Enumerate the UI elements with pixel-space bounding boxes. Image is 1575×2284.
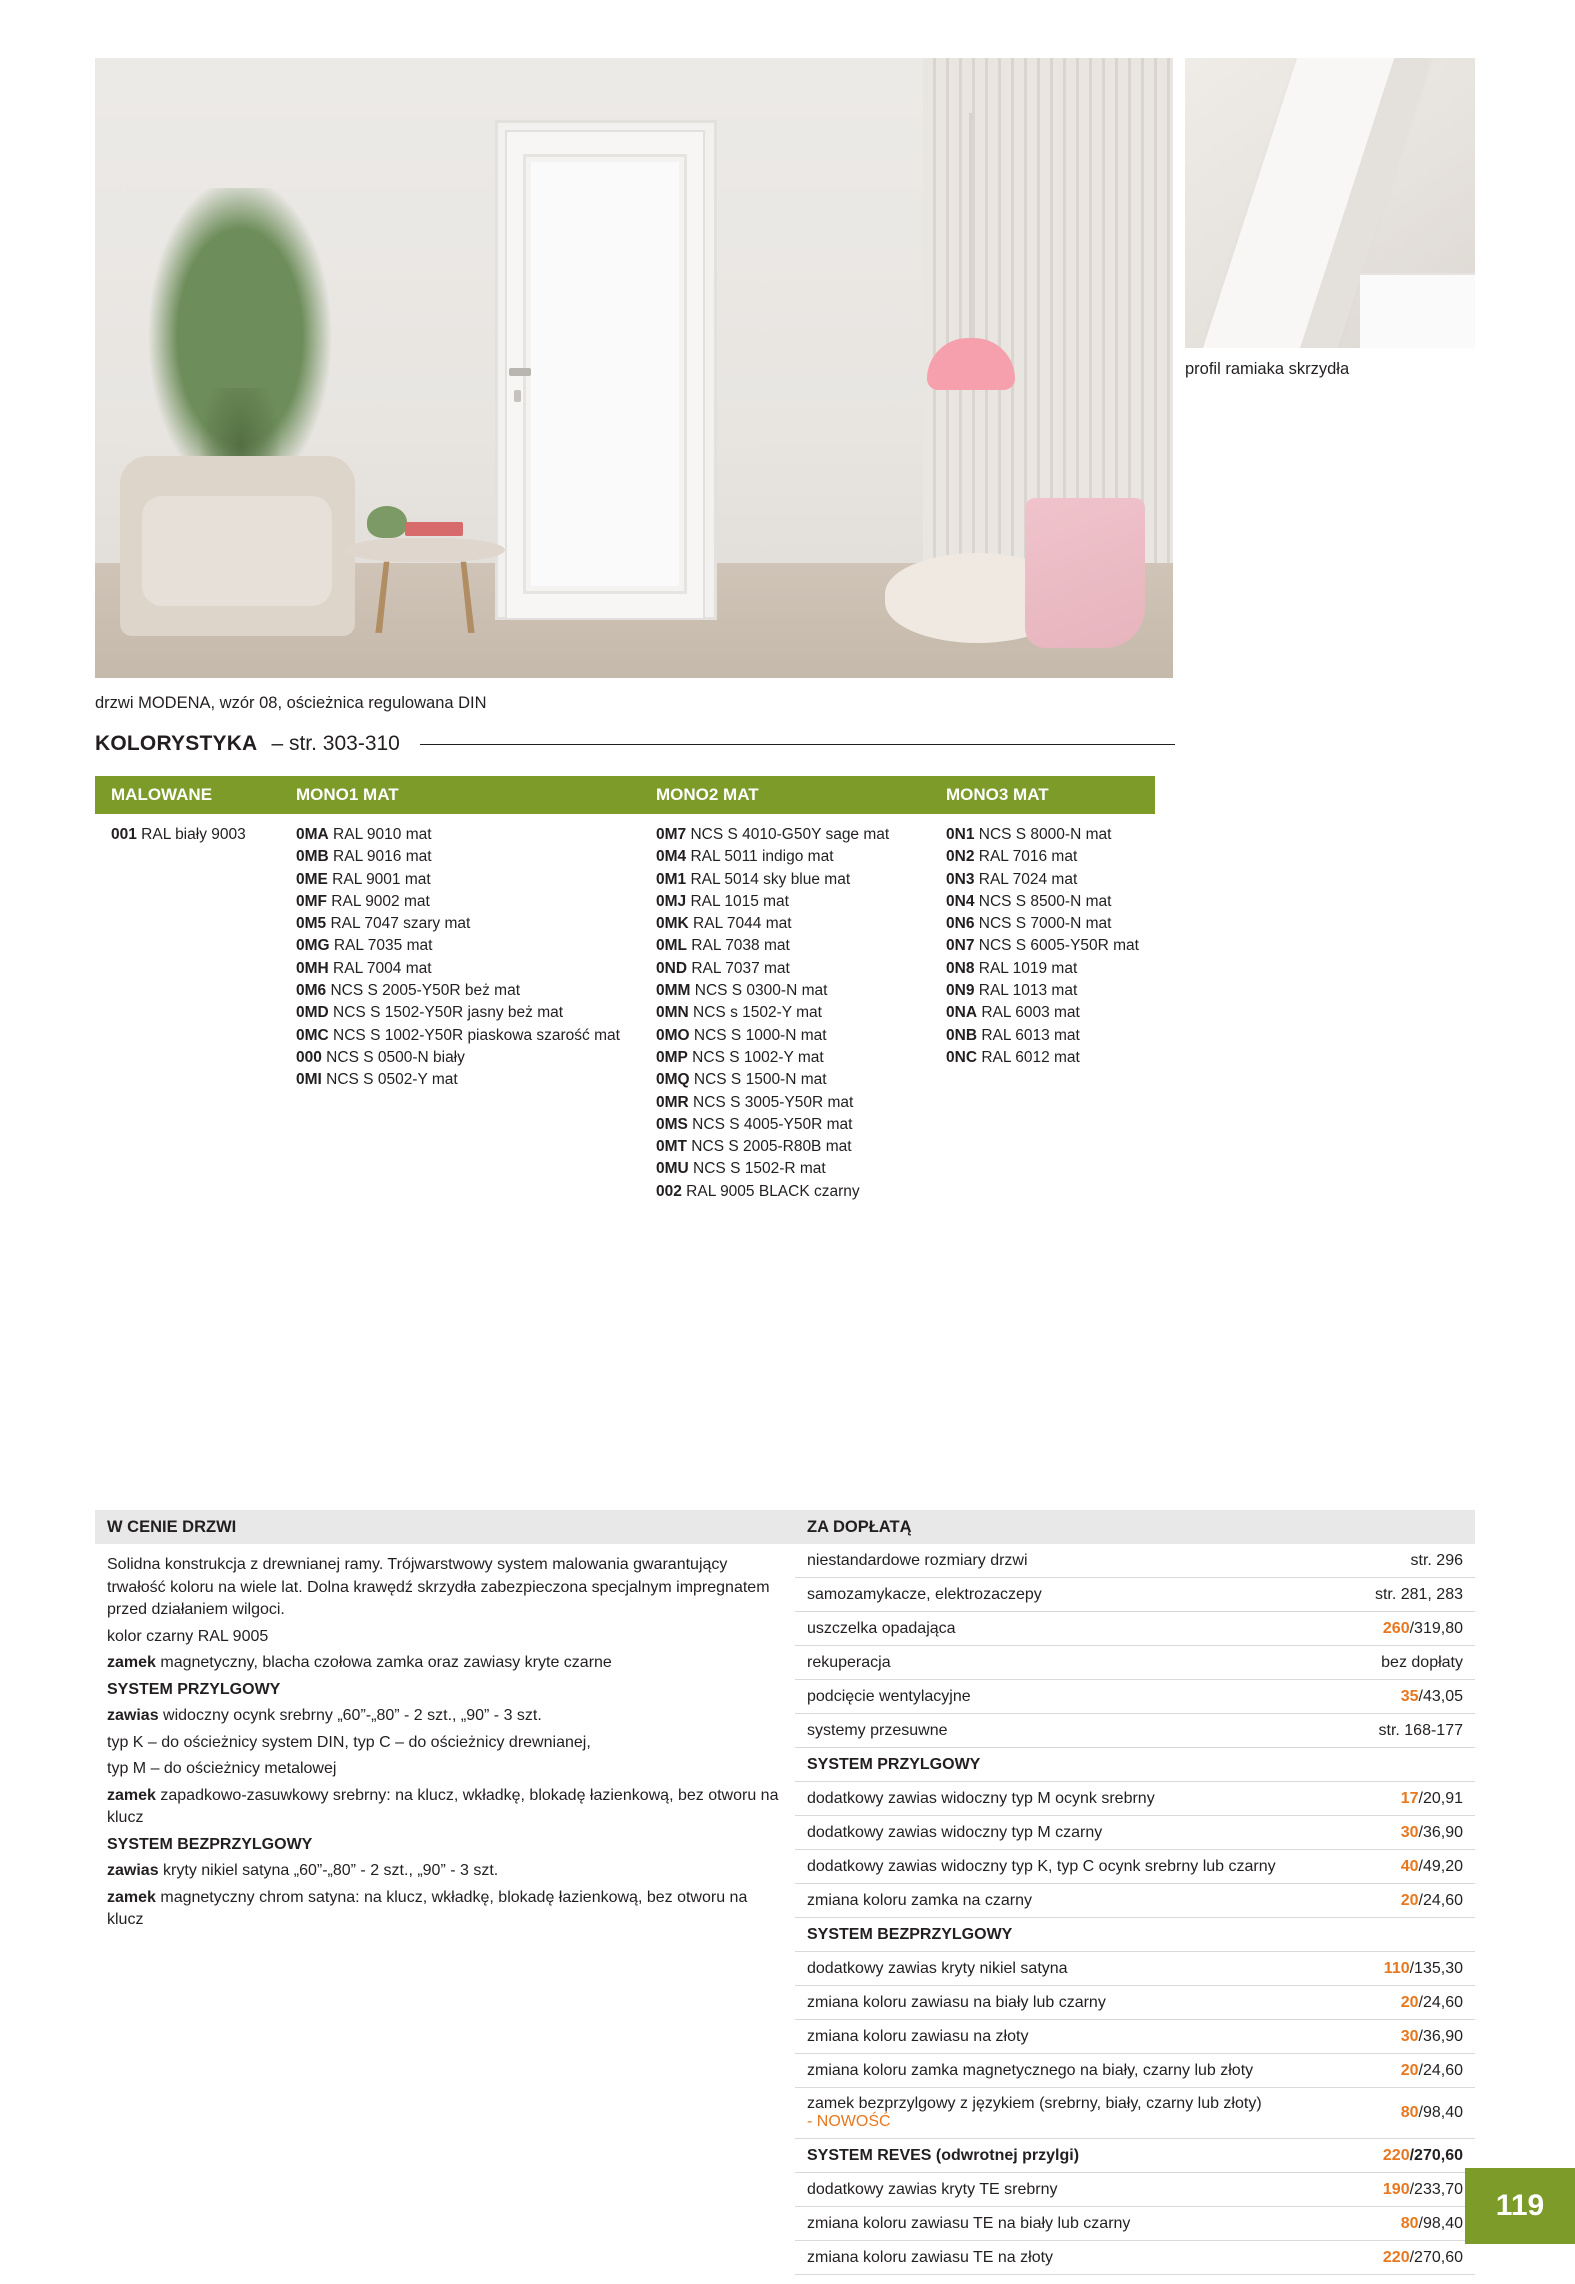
- color-code: 0N2: [946, 848, 975, 866]
- surcharge-gross-price: str. 296: [1410, 1551, 1463, 1569]
- color-code: 0ND: [656, 959, 688, 977]
- surcharge-row: [795, 1782, 1475, 1816]
- hero-caption: drzwi MODENA, wzór 08, ościeżnica regulowana DIN: [95, 694, 487, 712]
- surcharge-gross-price: /24,60: [1418, 1993, 1463, 2011]
- color-entry: [296, 913, 640, 935]
- surcharge-value: [1383, 1620, 1463, 1638]
- color-code: 001: [111, 826, 137, 843]
- surcharge-net-price: 17: [1400, 1789, 1419, 1807]
- column-header-mono1: MONO1 MAT: [296, 785, 399, 804]
- color-code: 0MS: [656, 1115, 688, 1133]
- included-panel-body: [95, 1544, 795, 1932]
- color-entry: [296, 935, 640, 957]
- color-code: 0MK: [656, 915, 689, 933]
- surcharge-gross-price: /270,60: [1409, 2146, 1463, 2164]
- surcharge-label: zmiana koloru zawiasu TE na biały lub czarny: [807, 2214, 1131, 2232]
- surcharge-value: [1401, 1688, 1463, 1706]
- surcharge-row: [795, 1680, 1475, 1714]
- color-code: 0MJ: [656, 892, 687, 910]
- color-code: 000: [296, 1048, 322, 1066]
- color-name: RAL biały 9003: [136, 826, 246, 843]
- included-paragraph: [107, 1732, 783, 1755]
- color-code: 0MM: [656, 982, 691, 1000]
- color-name: RAL 7047 szary mat: [326, 915, 471, 933]
- color-entry: [656, 869, 930, 891]
- color-column-mono1: [280, 824, 640, 1203]
- color-code: 0MF: [296, 892, 327, 910]
- surcharge-row: [795, 2054, 1475, 2088]
- surcharge-value: [1383, 2147, 1463, 2165]
- surcharge-value: [1401, 1824, 1463, 1842]
- color-code: 0NB: [946, 1026, 978, 1044]
- section-subtitle: – str. 303-310: [271, 732, 400, 755]
- color-name: RAL 7044 mat: [688, 915, 792, 933]
- surcharge-gross-price: /98,40: [1418, 2214, 1463, 2232]
- color-entry: [656, 1181, 930, 1203]
- color-entry: [946, 958, 1155, 980]
- surcharge-novelty-label: - NOWOŚĆ: [807, 2113, 891, 2130]
- color-name: RAL 1015 mat: [686, 892, 789, 910]
- color-name: NCS S 0502-Y mat: [321, 1071, 458, 1089]
- surcharge-gross-price: /319,80: [1409, 1619, 1463, 1637]
- surcharge-value: [1383, 2181, 1463, 2199]
- color-entry: [656, 1069, 930, 1091]
- surcharge-value: [1401, 1790, 1463, 1808]
- surcharge-net-price: 20: [1400, 1891, 1419, 1909]
- surcharge-net-price: 35: [1400, 1687, 1419, 1705]
- blanket: [1025, 498, 1145, 648]
- included-paragraph-text: typ K – do ościeżnicy system DIN, typ C – do ościeżnicy drewnianej,: [107, 1733, 591, 1751]
- surcharge-gross-price: bez dopłaty: [1381, 1653, 1463, 1671]
- surcharge-row: [795, 1884, 1475, 1918]
- color-code: 0N7: [946, 937, 975, 955]
- included-paragraph: [107, 1834, 783, 1857]
- color-name: RAL 6013 mat: [977, 1026, 1080, 1044]
- surcharge-net-price: 190: [1382, 2180, 1410, 2198]
- surcharge-row: [795, 1952, 1475, 1986]
- surcharge-gross-price: /43,05: [1418, 1687, 1463, 1705]
- color-code: 0N1: [946, 826, 975, 843]
- color-code: 0MC: [296, 1026, 329, 1044]
- surcharge-row: [795, 1612, 1475, 1646]
- included-paragraph-bold: zawias: [107, 1862, 159, 1879]
- included-paragraph: [107, 1758, 783, 1781]
- surcharge-label: dodatkowy zawias kryty TE srebrny: [807, 2180, 1058, 2198]
- surcharge-row: [795, 2139, 1475, 2173]
- color-code: 0MN: [656, 1004, 689, 1022]
- color-code: 0MU: [656, 1160, 689, 1178]
- surcharge-gross-price: /24,60: [1418, 2061, 1463, 2079]
- surcharge-label: SYSTEM PRZYLGOWY: [807, 1755, 981, 1773]
- armchair: [120, 456, 355, 636]
- color-code: 0N6: [946, 915, 975, 933]
- color-entry: [656, 958, 930, 980]
- color-code: 0MB: [296, 848, 329, 866]
- included-paragraph: [107, 1626, 783, 1649]
- surcharge-value: [1411, 1552, 1463, 1570]
- color-name: RAL 7035 mat: [329, 937, 433, 955]
- surcharge-label: systemy przesuwne: [807, 1721, 948, 1739]
- surcharge-label: dodatkowy zawias widoczny typ M czarny: [807, 1823, 1103, 1841]
- surcharge-label: SYSTEM REVES (odwrotnej przylgi): [807, 2146, 1080, 2164]
- surcharge-label: zmiana koloru zawiasu TE na złoty: [807, 2248, 1054, 2266]
- color-code: 0NC: [946, 1048, 978, 1066]
- included-paragraph: [107, 1860, 783, 1883]
- surcharge-gross-price: /49,20: [1418, 1857, 1463, 1875]
- color-entry: [656, 824, 930, 846]
- color-entry: [656, 1092, 930, 1114]
- surcharge-value: [1383, 2249, 1463, 2267]
- surcharge-row: [795, 2020, 1475, 2054]
- color-entry: [296, 980, 640, 1002]
- color-name: NCS S 7000-N mat: [974, 915, 1112, 933]
- color-code: 0MP: [656, 1048, 688, 1066]
- surcharge-value: [1401, 1994, 1463, 2012]
- color-entry: [296, 1047, 640, 1069]
- included-paragraph-text: magnetyczny, blacha czołowa zamka oraz zawiasy kryte czarne: [155, 1654, 612, 1671]
- color-entry: [296, 891, 640, 913]
- surcharge-row: [795, 2241, 1475, 2275]
- color-code: 0MR: [656, 1093, 689, 1111]
- door-handle-icon: [509, 368, 531, 376]
- hero-room-photo: [95, 58, 1173, 678]
- color-code: 0MG: [296, 937, 330, 955]
- color-name: RAL 9005 BLACK czarny: [681, 1182, 860, 1200]
- surcharge-gross-price: /36,90: [1418, 2027, 1463, 2045]
- included-paragraph-bold: zamek: [107, 1888, 156, 1906]
- column-header-mono3: MONO3 MAT: [946, 785, 1049, 804]
- surcharge-label: SYSTEM BEZPRZYLGOWY: [807, 1925, 1013, 1943]
- included-paragraph-bold: zamek: [107, 1786, 156, 1804]
- color-entry: [656, 913, 930, 935]
- profile-block: [1360, 273, 1475, 348]
- color-entry: [296, 958, 640, 980]
- color-entry: [946, 869, 1155, 891]
- color-code: 0MD: [296, 1004, 329, 1022]
- surcharge-value: [1401, 2215, 1463, 2233]
- surcharge-gross-price: str. 168-177: [1378, 1721, 1463, 1739]
- color-code: 0M7: [656, 826, 687, 843]
- included-panel: [95, 1510, 795, 1936]
- color-entry: [946, 891, 1155, 913]
- included-paragraph-text: Solidna konstrukcja z drewnianej ramy. Trójwarstwowy system malowania gwarantujący trwałość koloru na wiele lat. Dolna krawędź skrzydła zabezpieczona specjalnym impregnatem przed działaniem wilgoci.: [107, 1556, 770, 1618]
- included-paragraph-text: widoczny ocynk srebrny „60”-„80” - 2 szt., „90” - 3 szt.: [158, 1707, 542, 1724]
- surcharge-value: [1381, 1654, 1463, 1672]
- color-table: [95, 776, 1155, 1203]
- door-lock-icon: [514, 390, 521, 402]
- surcharge-label: zmiana koloru zawiasu na biały lub czarny: [807, 1993, 1106, 2011]
- included-paragraph-bold: SYSTEM PRZYLGOWY: [107, 1680, 281, 1698]
- color-code: 0M4: [656, 848, 687, 866]
- color-column-mono3: [930, 824, 1155, 1203]
- surcharge-gross-price: /98,40: [1418, 2104, 1463, 2121]
- color-entry: [296, 846, 640, 868]
- surcharge-net-price: 20: [1400, 1993, 1419, 2011]
- color-name: RAL 7004 mat: [328, 959, 432, 977]
- surcharge-gross-price: /36,90: [1418, 1823, 1463, 1841]
- surcharge-gross-price: str. 281, 283: [1374, 1585, 1463, 1603]
- color-name: NCS S 6005-Y50R mat: [974, 937, 1139, 955]
- color-entry: [656, 846, 930, 868]
- color-name: RAL 9010 mat: [328, 826, 432, 843]
- color-entry: [656, 1158, 930, 1180]
- surcharge-row: [795, 1816, 1475, 1850]
- surcharge-label: zamek bezprzylgowy z językiem (srebrny, biały, czarny lub złoty) - NOWOŚĆ: [807, 2095, 1262, 2130]
- color-name: RAL 7024 mat: [974, 870, 1078, 888]
- color-name: NCS S 1002-Y mat: [687, 1048, 824, 1066]
- surcharge-value: [1401, 2104, 1463, 2122]
- color-name: NCS S 4005-Y50R mat: [687, 1115, 853, 1133]
- surcharge-value: [1401, 2028, 1463, 2046]
- color-entry: [656, 935, 930, 957]
- included-paragraph: [107, 1554, 783, 1622]
- color-name: RAL 1013 mat: [974, 982, 1078, 1000]
- surcharge-gross-price: /24,60: [1418, 1891, 1463, 1909]
- included-paragraph: [107, 1679, 783, 1702]
- surcharge-row: [795, 2173, 1475, 2207]
- color-name: NCS S 0300-N mat: [690, 982, 828, 1000]
- color-entry: [656, 1002, 930, 1024]
- color-entry: [946, 1047, 1155, 1069]
- surcharge-value: [1384, 1960, 1463, 1978]
- color-code: 0MH: [296, 959, 329, 977]
- color-code: 0ML: [656, 937, 687, 955]
- color-name: NCS S 2005-R80B mat: [687, 1138, 852, 1156]
- color-entry: [656, 1136, 930, 1158]
- door-profile-thumbnail: [1185, 58, 1475, 348]
- included-paragraph: [107, 1887, 783, 1932]
- color-name: NCS S 8000-N mat: [974, 826, 1112, 843]
- thumbnail-caption: profil ramiaka skrzydła: [1185, 360, 1350, 378]
- color-code: 0N8: [946, 959, 975, 977]
- color-name: RAL 9001 mat: [327, 870, 431, 888]
- surcharge-row: [795, 1544, 1475, 1578]
- color-entry: [656, 1114, 930, 1136]
- included-paragraph-text: zapadkowo-zasuwkowy srebrny: na klucz, wkładkę, blokadę łazienkową, bez otworu na klucz: [107, 1786, 779, 1826]
- surcharge-gross-price: /135,30: [1409, 1959, 1463, 1977]
- side-table-legs: [375, 562, 474, 633]
- color-entry: [946, 1025, 1155, 1047]
- color-name: RAL 7038 mat: [687, 937, 790, 955]
- included-paragraph-bold: zawias: [107, 1707, 159, 1724]
- included-paragraph-text: kolor czarny RAL 9005: [107, 1627, 269, 1645]
- color-name: NCS s 1502-Y mat: [688, 1004, 822, 1022]
- surcharge-row: [795, 1918, 1475, 1952]
- surcharge-row: [795, 1646, 1475, 1680]
- included-panel-title: W CENIE DRZWI: [95, 1510, 795, 1544]
- color-name: RAL 9016 mat: [328, 848, 432, 866]
- color-code: 0MT: [656, 1138, 687, 1156]
- color-name: RAL 5014 sky blue mat: [686, 870, 851, 888]
- color-name: NCS S 4010-G50Y sage mat: [686, 826, 890, 843]
- color-code: 0N9: [946, 982, 975, 1000]
- surcharge-net-price: 80: [1400, 2214, 1419, 2232]
- color-entry: [946, 1002, 1155, 1024]
- lamp-cord: [969, 113, 972, 341]
- included-paragraph: [107, 1652, 783, 1675]
- color-code: 0M1: [656, 870, 687, 888]
- color-entry: [946, 935, 1155, 957]
- surcharge-label: dodatkowy zawias widoczny typ M ocynk srebrny: [807, 1789, 1155, 1807]
- color-code: 0N3: [946, 870, 975, 888]
- color-entry: [296, 824, 640, 846]
- surcharge-label: zmiana koloru zamka na czarny: [807, 1891, 1032, 1909]
- surcharge-label: podcięcie wentylacyjne: [807, 1687, 971, 1705]
- surcharge-net-price: 110: [1383, 1959, 1410, 1977]
- included-paragraph-text: magnetyczny chrom satyna: na klucz, wkładkę, blokadę łazienkową, bez otworu na klucz: [107, 1888, 748, 1928]
- section-title: KOLORYSTYKA: [95, 732, 258, 755]
- color-code: 0MA: [296, 826, 329, 843]
- color-name: RAL 1019 mat: [974, 959, 1078, 977]
- color-entry: [946, 980, 1155, 1002]
- surcharge-label: samozamykacze, elektrozaczepy: [807, 1585, 1042, 1603]
- color-entry: [296, 1069, 640, 1091]
- included-paragraph-text: typ M – do ościeżnicy metalowej: [107, 1760, 337, 1777]
- color-name: NCS S 1502-Y50R jasny beż mat: [328, 1004, 564, 1022]
- surcharge-row: [795, 1578, 1475, 1612]
- color-code: 0MQ: [656, 1071, 690, 1089]
- color-name: NCS S 0500-N biały: [321, 1048, 465, 1066]
- surcharge-row: [795, 2088, 1475, 2139]
- color-code: 002: [656, 1182, 682, 1200]
- page-number: 119: [1465, 2168, 1575, 2244]
- color-entry: [296, 1025, 640, 1047]
- color-code: 0M6: [296, 982, 327, 1000]
- surcharge-label: dodatkowy zawias widoczny typ K, typ C ocynk srebrny lub czarny: [807, 1857, 1276, 1875]
- column-header-malowane: MALOWANE: [111, 785, 213, 804]
- color-entry: [296, 869, 640, 891]
- color-table-body: [95, 814, 1155, 1203]
- surcharge-rows: [795, 1544, 1475, 2275]
- color-entry: [656, 1047, 930, 1069]
- surcharge-row: [795, 1850, 1475, 1884]
- included-paragraph: [107, 1785, 783, 1830]
- surcharge-value: [1379, 1722, 1464, 1740]
- surcharge-row: [795, 2207, 1475, 2241]
- color-entry: [946, 846, 1155, 868]
- door-panel: [523, 154, 687, 594]
- surcharge-panel: [795, 1510, 1475, 2275]
- surcharge-label: niestandardowe rozmiary drzwi: [807, 1551, 1028, 1569]
- surcharge-net-price: 80: [1400, 2104, 1419, 2121]
- included-paragraph-bold: SYSTEM BEZPRZYLGOWY: [107, 1835, 313, 1853]
- surcharge-value: [1401, 1858, 1463, 1876]
- color-table-header: [95, 776, 1155, 814]
- surcharge-label: uszczelka opadająca: [807, 1619, 956, 1637]
- surcharge-label: dodatkowy zawias kryty nikiel satyna: [807, 1959, 1068, 1977]
- color-name: NCS S 1502-R mat: [688, 1160, 826, 1178]
- color-entry: [296, 1002, 640, 1024]
- surcharge-label: rekuperacja: [807, 1653, 891, 1671]
- surcharge-row: [795, 1986, 1475, 2020]
- color-entry: [656, 980, 930, 1002]
- included-paragraph: [107, 1705, 783, 1728]
- surcharge-net-price: 260: [1382, 1619, 1410, 1637]
- color-code: 0MI: [296, 1071, 322, 1089]
- color-name: RAL 7016 mat: [974, 848, 1078, 866]
- surcharge-row: [795, 1748, 1475, 1782]
- side-table: [345, 538, 505, 562]
- color-name: RAL 7037 mat: [687, 959, 790, 977]
- surcharge-value: [1401, 1892, 1463, 1910]
- surcharge-gross-price: /233,70: [1409, 2180, 1463, 2198]
- surcharge-net-price: 30: [1400, 1823, 1419, 1841]
- color-name: NCS S 8500-N mat: [974, 892, 1112, 910]
- color-name: NCS S 1500-N mat: [689, 1071, 827, 1089]
- color-code: 0MO: [656, 1026, 690, 1044]
- surcharge-gross-price: /270,60: [1409, 2248, 1463, 2266]
- color-name: RAL 5011 indigo mat: [686, 848, 834, 866]
- column-header-mono2: MONO2 MAT: [656, 785, 759, 804]
- surcharge-label: zmiana koloru zamka magnetycznego na biały, czarny lub złoty: [807, 2061, 1254, 2079]
- section-heading: [95, 732, 1175, 756]
- surcharge-row: [795, 1714, 1475, 1748]
- color-name: RAL 6012 mat: [977, 1048, 1080, 1066]
- color-name: RAL 9002 mat: [327, 892, 430, 910]
- color-name: NCS S 2005-Y50R beż mat: [326, 982, 520, 1000]
- surcharge-net-price: 40: [1400, 1857, 1419, 1875]
- color-entry: [111, 824, 280, 846]
- book: [405, 522, 463, 536]
- color-code: 0NA: [946, 1004, 978, 1022]
- surcharge-value: [1401, 2062, 1463, 2080]
- color-entry: [656, 891, 930, 913]
- color-entry: [656, 1025, 930, 1047]
- surcharge-net-price: 20: [1400, 2061, 1419, 2079]
- color-column-malowane: [95, 824, 280, 1203]
- color-name: NCS S 1002-Y50R piaskowa szarość mat: [328, 1026, 620, 1044]
- succulent-plant: [367, 506, 407, 538]
- color-code: 0N4: [946, 892, 975, 910]
- color-entry: [946, 824, 1155, 846]
- surcharge-panel-title: ZA DOPŁATĄ: [795, 1510, 1475, 1544]
- heading-rule: [420, 744, 1175, 745]
- color-name: NCS S 1000-N mat: [689, 1026, 827, 1044]
- included-paragraph-text: kryty nikiel satyna „60”-„80” - 2 szt., „90” - 3 szt.: [158, 1862, 499, 1879]
- surcharge-net-price: 220: [1382, 2248, 1410, 2266]
- surcharge-value: [1375, 1586, 1463, 1604]
- surcharge-net-price: 30: [1400, 2027, 1419, 2045]
- color-column-mono2: [640, 824, 930, 1203]
- color-entry: [946, 913, 1155, 935]
- color-code: 0M5: [296, 915, 327, 933]
- surcharge-gross-price: /20,91: [1418, 1789, 1463, 1807]
- included-paragraph-bold: zamek: [107, 1654, 156, 1671]
- color-name: RAL 6003 mat: [977, 1004, 1080, 1022]
- color-code: 0ME: [296, 870, 328, 888]
- surcharge-net-price: 220: [1382, 2146, 1410, 2164]
- surcharge-label: zmiana koloru zawiasu na złoty: [807, 2027, 1029, 2045]
- color-name: NCS S 3005-Y50R mat: [688, 1093, 854, 1111]
